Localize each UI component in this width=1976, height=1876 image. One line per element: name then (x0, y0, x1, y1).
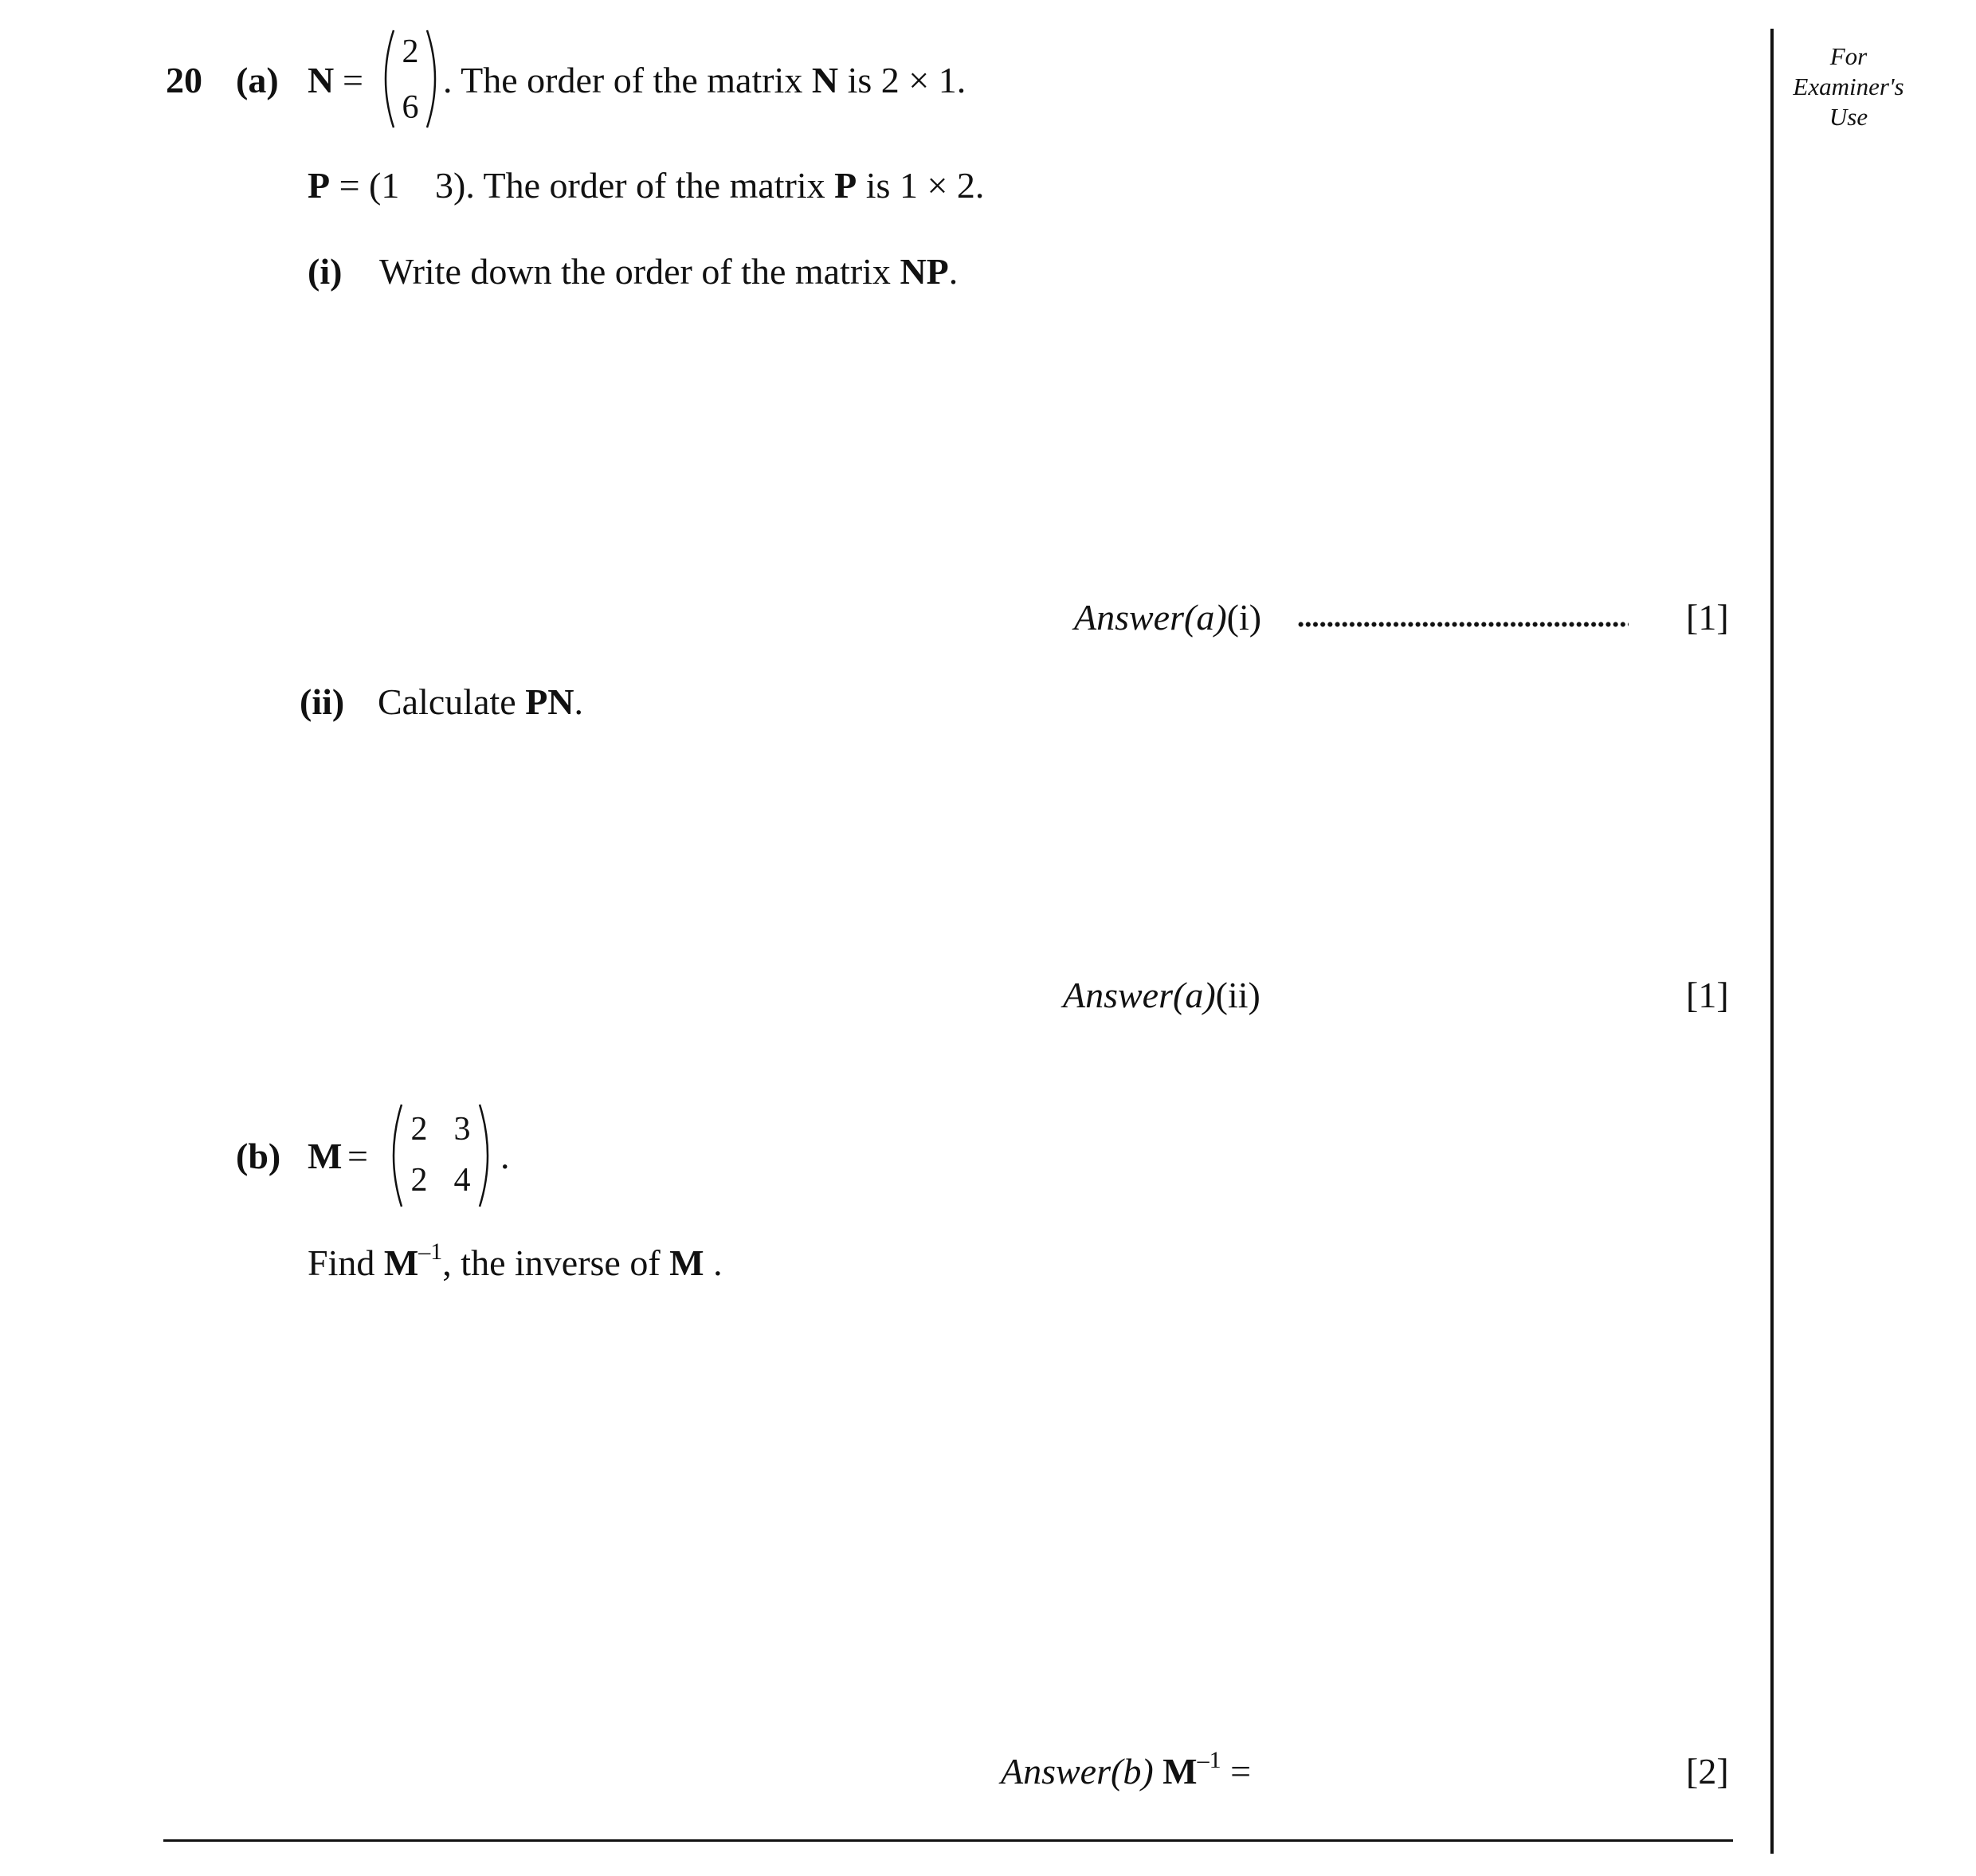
answer-a-ii-field[interactable] (1291, 948, 1641, 1020)
mark-b: [2] (1686, 1751, 1729, 1792)
answer-label: Answer(a) (1074, 597, 1227, 638)
part-b-label: (b) (236, 1136, 281, 1176)
part-a-ii-question (378, 681, 584, 722)
matrix-p-close: 3). The order of the matrix (435, 165, 835, 206)
matrix-m-cell: 4 (453, 1162, 471, 1199)
matrix-m-symbol: M (308, 1136, 343, 1176)
sentence-text: is 2 × 1. (838, 60, 966, 100)
matrix-n-cell: 6 (402, 89, 419, 126)
matrix-n-symbol: N (308, 60, 335, 100)
examiner-use-label (1777, 41, 1920, 132)
answer-part: (ii) (1215, 975, 1260, 1015)
matrix-p-sentence-rest (435, 167, 984, 204)
question-text: Calculate (378, 681, 526, 722)
question-text: , the inverse of (442, 1242, 670, 1283)
matrix-n-cell: 2 (402, 33, 419, 70)
examiner-line-2: Examiner's (1793, 73, 1904, 100)
question-text: Write down the order of the matrix (379, 251, 900, 292)
examiner-column-rule (1770, 29, 1774, 1854)
answer-label: Answer(b) (1001, 1751, 1154, 1792)
equals-sign: = (347, 1136, 368, 1176)
equals-sign: = (343, 60, 363, 100)
matrix-m-cell: 2 (410, 1162, 428, 1199)
answer-b-label (1001, 1747, 1252, 1792)
examiner-line-1: For (1829, 42, 1868, 70)
answer-a-i-field[interactable] (1297, 622, 1629, 627)
matrix-p-ref: P (834, 165, 857, 206)
inverse-exponent: –1 (418, 1238, 443, 1265)
matrix-m-ref: M (669, 1242, 704, 1283)
inverse-exponent: –1 (1197, 1747, 1221, 1773)
matrix-n-sentence (443, 62, 966, 99)
part-a-label: (a) (236, 60, 279, 100)
part-b-question (308, 1238, 723, 1283)
answer-equals: = (1221, 1751, 1252, 1792)
question-text: Find (308, 1242, 384, 1283)
matrix-m-cell: 3 (453, 1111, 471, 1148)
question-text-end: . (574, 681, 584, 722)
sentence-text: is 1 × 2. (857, 165, 985, 206)
matrix-p-sentence (308, 167, 399, 204)
question-text-end: . (704, 1242, 723, 1283)
examiner-line-3: Use (1829, 103, 1868, 131)
matrix-n-ref: N (811, 60, 839, 100)
matrix-p-symbol: P (308, 165, 331, 206)
matrix-m-cell: 2 (410, 1111, 428, 1148)
answer-label: Answer(a) (1063, 975, 1216, 1015)
matrix-m-ref: M (383, 1242, 419, 1283)
matrix-np-ref: NP (900, 251, 949, 292)
answer-part: (i) (1226, 597, 1262, 638)
part-a-i-label: (i) (308, 251, 343, 292)
mark-a-ii: [1] (1686, 975, 1729, 1015)
part-a-ii-label: (ii) (300, 681, 345, 722)
question-number: 20 (166, 60, 202, 100)
matrix-p-open: = (1 (330, 165, 400, 206)
answer-matrix-symbol: M (1162, 1751, 1198, 1792)
question-text-end: . (948, 251, 959, 292)
matrix-m-period: . (500, 1136, 510, 1176)
matrix-m-brackets (382, 1101, 499, 1210)
sentence-text: . The order of the matrix (443, 60, 812, 100)
answer-a-ii-label (1063, 977, 1260, 1014)
mark-a-i: [1] (1686, 597, 1729, 638)
answer-a-i-label (1074, 599, 1261, 636)
answer-b-field[interactable] (1275, 1682, 1657, 1825)
page-bottom-rule (163, 1839, 1733, 1842)
part-a-i-question (379, 253, 958, 290)
matrix-pn-ref: PN (525, 681, 574, 722)
